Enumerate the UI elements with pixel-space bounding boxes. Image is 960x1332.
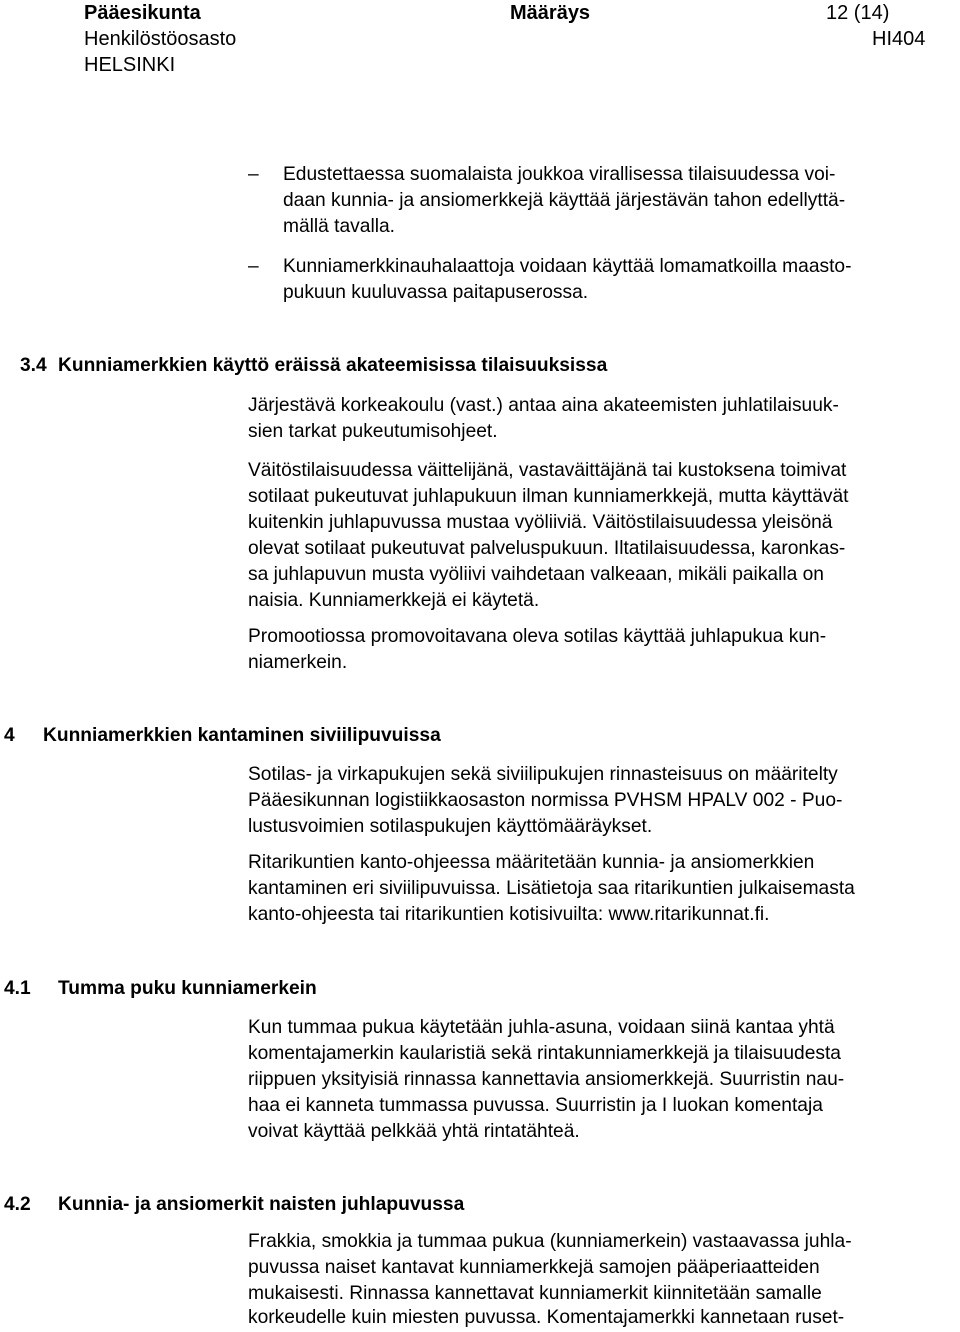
section-4-p2-line-2: kantaminen eri siviilipuvuissa. Lisätietoja saa ritarikuntien julkaisemasta: [248, 878, 855, 899]
section-4-p1-line-2: Pääesikunnan logistiikkaosaston normissa PVHSM HPALV 002 - Puo-: [248, 790, 843, 811]
section-3-4-p2-line-3: kuitenkin juhlapuvussa mustaa vyöliiviä. Väitöstilaisuudessa yleisönä: [248, 512, 833, 533]
section-4-1-title: Tumma puku kunniamerkein: [58, 978, 317, 999]
section-4-1-p1-line-2: komentajamerkin kaularistiä sekä rintakunniamerkkejä ja tilaisuudesta: [248, 1043, 841, 1064]
header-doc-type: Määräys: [510, 2, 591, 24]
section-4-1-p1-line-5: voivat käyttää pelkkää yhtä rintatähteä.: [248, 1121, 580, 1142]
section-3-4-p2-line-2: sotilaat pukeutuvat juhlapukuun ilman kunniamerkkejä, mutta käyttävät: [248, 486, 849, 507]
header-page-number: 12 (14): [826, 2, 890, 24]
section-3-4-p2-line-1: Väitöstilaisuudessa väittelijänä, vastaväittäjänä tai kustoksena toimivat: [248, 460, 847, 481]
section-4-p1-line-1: Sotilas- ja virkapukujen sekä siviilipukujen rinnasteisuus on määritelty: [248, 764, 838, 785]
section-4-number: 4: [4, 725, 15, 746]
section-3-4-p1-line-2: sien tarkat pukeutumisohjeet.: [248, 421, 498, 442]
bullet-dash: –: [248, 164, 259, 185]
section-3-4-title: Kunniamerkkien käyttö eräissä akateemisissa tilaisuuksissa: [58, 355, 608, 376]
bullet-1-line-2: daan kunnia- ja ansiomerkkejä käyttää järjestävän tahon edellyttä-: [283, 190, 846, 211]
section-3-4-p3-line-2: niamerkein.: [248, 652, 348, 673]
bullet-2-line-1: Kunniamerkkinauhalaattoja voidaan käyttää lomamatkoilla maasto-: [283, 256, 852, 277]
header-city: HELSINKI: [84, 54, 176, 76]
section-4-2-p1-line-4: korkeudelle kuin miesten puvussa. Komentajamerkki kannetaan ruset-: [248, 1307, 845, 1328]
section-3-4-number: 3.4: [20, 355, 47, 376]
section-4-1-p1-line-1: Kun tummaa pukua käytetään juhla-asuna, voidaan siinä kantaa yhtä: [248, 1017, 835, 1038]
section-4-1-p1-line-4: haa ei kanneta tummassa puvussa. Suurristin ja I luokan komentaja: [248, 1095, 823, 1116]
section-3-4-p2-line-5: sa juhlapuvun musta vyöliivi vaihdetaan valkeaan, mikäli paikalla on: [248, 564, 824, 585]
section-4-p1-line-3: lustusvoimien sotilaspukujen käyttömääräykset.: [248, 816, 653, 837]
section-4-p2-line-1: Ritarikuntien kanto-ohjeessa määritetään kunnia- ja ansiomerkkien: [248, 852, 815, 873]
section-4-1-p1-line-3: riippuen yksityisiä rinnassa kannettavia ansiomerkkejä. Suurristin nau-: [248, 1069, 845, 1090]
section-3-4-p3-line-1: Promootiossa promovoitavana oleva sotilas käyttää juhlapukua kun-: [248, 626, 827, 647]
section-3-4-p1-line-1: Järjestävä korkeakoulu (vast.) antaa aina akateemisten juhlatilaisuuk-: [248, 395, 839, 416]
header-org: Pääesikunta: [84, 2, 201, 24]
section-4-2-p1-line-2: puvussa naiset kantavat kunniamerkkejä samojen pääperiaatteiden: [248, 1257, 820, 1278]
section-4-2-p1-line-3: mukaisesti. Rinnassa kannettavat kunniamerkit kiinnitetään samalle: [248, 1283, 822, 1304]
section-4-title: Kunniamerkkien kantaminen siviilipuvuissa: [43, 725, 441, 746]
section-3-4-p2-line-6: naisia. Kunniamerkkejä ei käytetä.: [248, 590, 540, 611]
bullet-1-line-1: Edustettaessa suomalaista joukkoa virallisessa tilaisuudessa voi-: [283, 164, 836, 185]
header-department: Henkilöstöosasto: [84, 28, 237, 50]
bullet-dash: –: [248, 256, 259, 277]
bullet-1-line-3: mällä tavalla.: [283, 216, 395, 237]
section-3-4-p2-line-4: olevat sotilaat pukeutuvat palveluspukuun. Iltatilaisuudessa, karonkas-: [248, 538, 846, 559]
section-4-2-p1-line-1: Frakkia, smokkia ja tummaa pukua (kunniamerkein) vastaavassa juhla-: [248, 1231, 852, 1252]
header-doc-id: HI404: [872, 28, 926, 50]
section-4-1-number: 4.1: [4, 978, 31, 999]
section-4-p2-line-3: kanto-ohjeesta tai ritarikuntien kotisivuilta: www.ritarikunnat.fi.: [248, 904, 770, 925]
bullet-2-line-2: pukuun kuuluvassa paitapuserossa.: [283, 282, 589, 303]
section-4-2-title: Kunnia- ja ansiomerkit naisten juhlapuvussa: [58, 1194, 465, 1215]
section-4-2-number: 4.2: [4, 1194, 31, 1215]
